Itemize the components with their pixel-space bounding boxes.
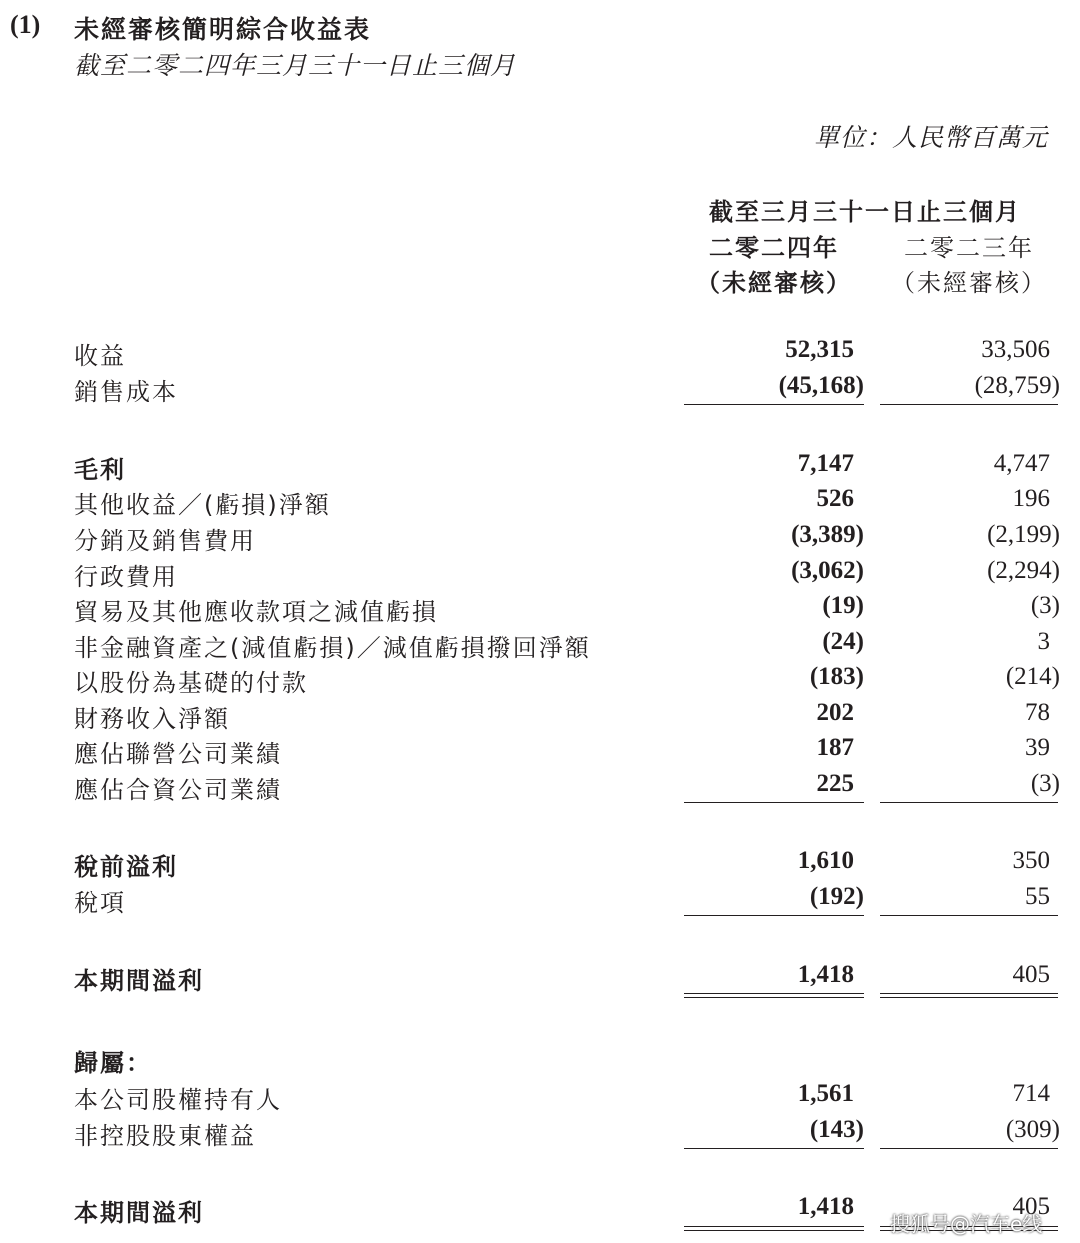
row-2024-joint-ventures-share: 225 [816, 770, 854, 797]
row-2023-cost-of-sales: (28,759) [974, 372, 1060, 399]
total-double-rule [880, 993, 1058, 998]
row-2023-nonfinancial-impairment: 3 [1037, 628, 1050, 655]
row-label-gross-profit: 毛利 [74, 456, 126, 484]
currency-unit: 單位：人民幣百萬元 [813, 123, 1048, 152]
row-2024-share-based-payment: (183) [809, 663, 864, 690]
row-2023-non-controlling-interests: (309) [1005, 1116, 1060, 1143]
subtotal-rule [880, 915, 1058, 916]
row-2023-associates-share: 39 [1025, 734, 1050, 761]
period-header: 截至三月三十一日止三個月 [709, 198, 1021, 226]
row-2024-profit-for-period-total: 1,418 [797, 1193, 854, 1220]
subtotal-rule [684, 915, 864, 916]
subtotal-rule [880, 404, 1058, 405]
row-2023-profit-before-tax: 350 [1012, 847, 1050, 874]
row-2023-revenue: 33,506 [981, 336, 1050, 363]
row-2023-profit-for-period: 405 [1012, 961, 1050, 988]
row-2024-finance-income: 202 [816, 699, 854, 726]
row-2024-revenue: 52,315 [785, 336, 854, 363]
col-2023-note: （未經審核） [891, 269, 1047, 297]
row-2024-non-controlling-interests: (143) [809, 1116, 864, 1143]
statement-title: 未經審核簡明綜合收益表 [74, 15, 372, 44]
row-2024-cost-of-sales: (45,168) [778, 372, 864, 399]
row-label-nonfinancial-impairment: 非金融資產之(減值虧損)／減值虧損撥回淨額 [74, 634, 591, 662]
row-2023-admin-expenses: (2,294) [987, 557, 1060, 584]
subtotal-rule [684, 1148, 864, 1149]
row-label-associates-share: 應佔聯營公司業績 [74, 740, 282, 768]
row-label-joint-ventures-share: 應佔合資公司業績 [74, 776, 282, 804]
row-label-tax: 稅項 [74, 889, 126, 917]
subtotal-rule [880, 1148, 1058, 1149]
row-2023-equity-holders: 714 [1012, 1080, 1050, 1107]
subtotal-rule [880, 802, 1058, 803]
row-2023-tax: 55 [1025, 883, 1050, 910]
row-2024-nonfinancial-impairment: (24) [822, 628, 864, 655]
row-2023-joint-ventures-share: (3) [1030, 770, 1060, 797]
statement-subtitle: 截至二零二四年三月三十一日止三個月 [74, 51, 517, 80]
watermark: 搜狐号@汽车e线 [890, 1212, 1043, 1236]
row-label-non-controlling-interests: 非控股股東權益 [74, 1122, 256, 1150]
row-label-share-based-payment: 以股份為基礎的付款 [74, 669, 308, 697]
row-2024-gross-profit: 7,147 [797, 450, 854, 477]
row-label-revenue: 收益 [74, 342, 126, 370]
total-double-rule [684, 1226, 864, 1231]
row-2024-distribution-expenses: (3,389) [791, 521, 864, 548]
row-label-profit-for-period-total: 本期間溢利 [74, 1199, 204, 1227]
row-label-profit-for-period: 本期間溢利 [74, 967, 204, 995]
section-number: (1) [10, 10, 41, 39]
row-label-other-gains: 其他收益／(虧損)淨額 [74, 491, 331, 519]
row-2024-admin-expenses: (3,062) [791, 557, 864, 584]
col-2024-year: 二零二四年 [709, 234, 839, 262]
row-2024-other-gains: 526 [816, 485, 854, 512]
row-label-attributable-to: 歸屬： [74, 1049, 152, 1077]
row-label-cost-of-sales: 銷售成本 [74, 378, 178, 406]
row-2024-associates-share: 187 [816, 734, 854, 761]
row-label-profit-before-tax: 稅前溢利 [74, 853, 178, 881]
row-2024-equity-holders: 1,561 [797, 1080, 854, 1107]
row-label-finance-income: 財務收入淨額 [74, 705, 230, 733]
row-2023-other-gains: 196 [1012, 485, 1050, 512]
row-2024-receivables-impairment: (19) [822, 592, 864, 619]
row-2023-finance-income: 78 [1025, 699, 1050, 726]
row-2023-gross-profit: 4,747 [993, 450, 1050, 477]
row-label-receivables-impairment: 貿易及其他應收款項之減值虧損 [74, 598, 438, 626]
row-2023-share-based-payment: (214) [1005, 663, 1060, 690]
row-label-admin-expenses: 行政費用 [74, 563, 178, 591]
row-2024-profit-before-tax: 1,610 [797, 847, 854, 874]
row-2023-distribution-expenses: (2,199) [987, 521, 1060, 548]
col-2023-year: 二零二三年 [904, 234, 1034, 262]
row-2023-profit-for-period-total: 405 [1012, 1193, 1050, 1220]
row-2024-profit-for-period: 1,418 [797, 961, 854, 988]
total-double-rule [684, 993, 864, 998]
col-2024-note: （未經審核） [696, 269, 852, 297]
subtotal-rule [684, 802, 864, 803]
row-label-distribution-expenses: 分銷及銷售費用 [74, 527, 256, 555]
row-2023-receivables-impairment: (3) [1030, 592, 1060, 619]
row-label-equity-holders: 本公司股權持有人 [74, 1086, 282, 1114]
row-2024-tax: (192) [809, 883, 864, 910]
subtotal-rule [684, 404, 864, 405]
